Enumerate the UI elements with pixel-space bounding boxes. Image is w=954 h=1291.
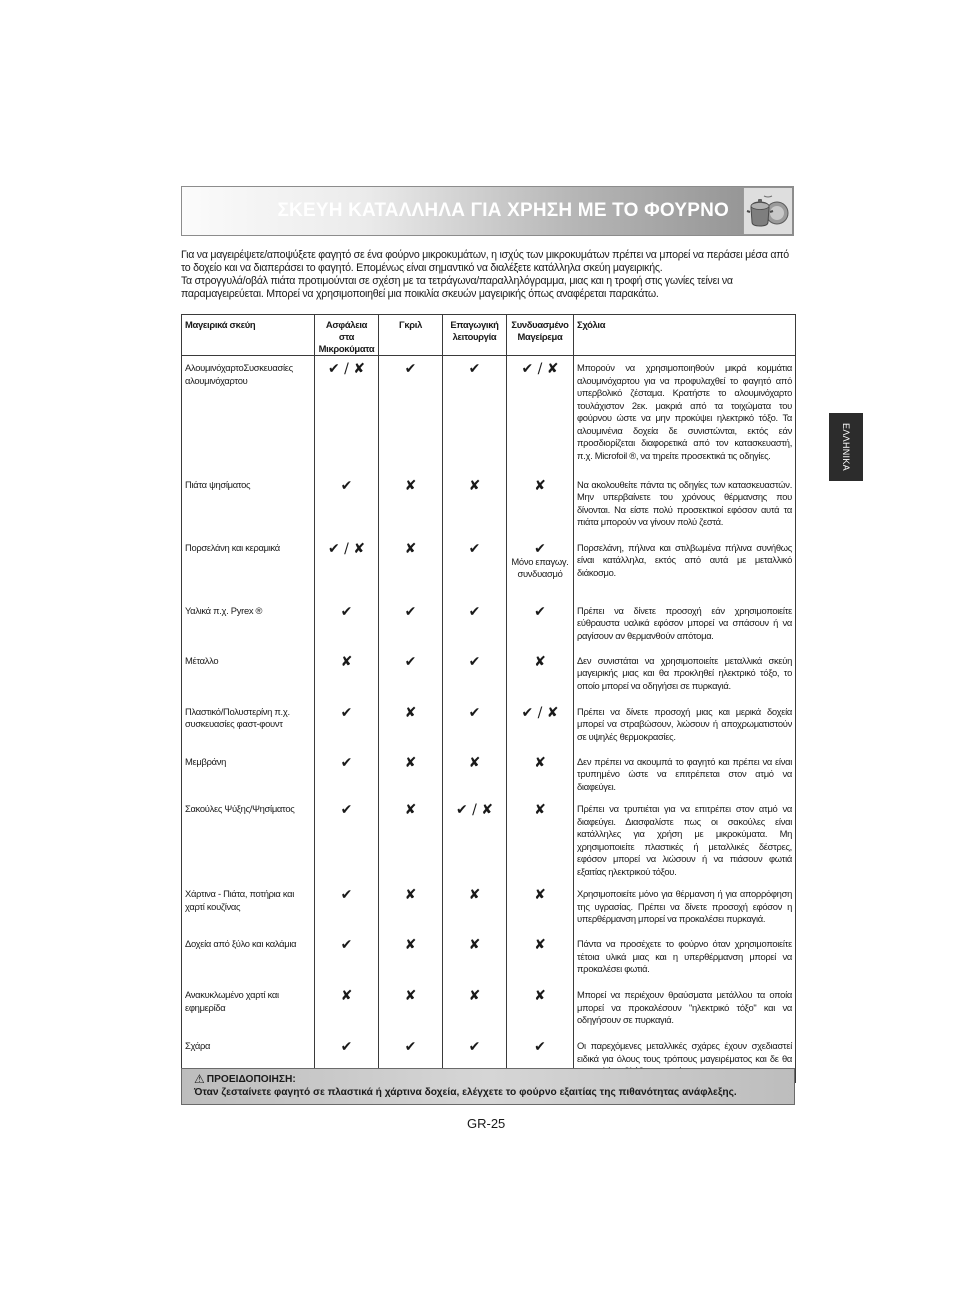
combination-mark-symbol: ✔ [534,603,546,620]
microwave-mark: ✔ [315,797,379,882]
intro-paragraph-2: Τα στρογγυλά/οβάλ πιάτα προτιμούνται σε σχέση με τα τετράγωνα/παραλληλόγραμμα, μιας και η τροφή στις γωνίες τείνει να παραμαγειρεύεται. Μπορεί να χρησιμοποιηθεί μια ποικιλία σκευών μαγειρικής όπως αναφέρεται παρακάτω. [181,275,733,300]
cookware-name: Μέταλλο [182,649,315,700]
cookware-note: Δεν πρέπει να ακουμπά το φαγητό και πρέπει να είναι τρυπημένο ώστε να επιτρέπεται στον ατμό να διαφεύγει. [574,750,796,798]
combination-mark-symbol: ✘ [534,802,546,818]
cookware-note: Οι παρεχόμενες μεταλλικές σχάρες έχουν σχεδιαστεί ειδικά για όλους τους τρόπους μαγειρέματος και δε θα [574,1034,796,1082]
combination-mark-symbol: ✔ / ✘ [521,704,559,721]
cookware-name: Πλαστικό/Πολυστερίνη π.χ. συσκευασίες φαστ-φουντ [182,700,315,750]
convection-mark: ✔ [443,700,507,750]
page-number: GR-25 [467,1116,506,1131]
header-combination: Συνδυασμένο Μαγείρεμα [507,315,574,356]
cookware-name: ΑλουμινόχαρτοΣυσκευασίες αλουμινόχαρτου [182,356,315,473]
microwave-mark: ✔ / ✘ [315,536,379,599]
header-microwave-safety: Ασφάλεια στα Μικροκύματα [315,315,379,356]
cookware-pots-icon [743,188,792,234]
warning-text: Όταν ζεσταίνετε φαγητό σε πλαστικά ή χάρτινα δοχεία, ελέγχετε το φούρνο εξαιτίας της πιθανότητας ανάφλεξης. [194,1087,737,1098]
cookware-name: Δοχεία από ξύλο και καλάμια [182,932,315,983]
cookware-note: Πάντα να προσέχετε το φούρνο όταν χρησιμοποιείτε τέτοια υλικά μιας και η υπερθέρμανση μπορεί να προκαλέσει φωτιά. [574,932,796,983]
table-header-row [182,315,796,356]
cookware-name: Ανακυκλωμένο χαρτί και εφημερίδα [182,983,315,1034]
grill-mark: ✘ [379,473,443,536]
combination-mark-symbol: ✔ / ✘ [521,361,559,377]
grill-mark: ✘ [379,882,443,932]
table-row [182,797,796,882]
microwave-mark: ✔ [315,882,379,932]
convection-mark: ✘ [443,473,507,536]
warning-heading [194,1073,794,1086]
combination-mark-symbol: ✘ [534,937,546,953]
combination-mark [507,750,574,798]
microwave-mark: ✘ [315,983,379,1034]
grill-mark: ✔ [379,1034,443,1082]
convection-mark: ✘ [443,750,507,798]
microwave-mark: ✔ [315,750,379,798]
cookware-note: Πρέπει να δίνετε προσοχή εάν χρησιμοποιείτε εύθραυστα υαλικά εφόσον μπορεί να σπάσουν ή να ραγίσουν αν θερμανθούν απότομα. [574,599,796,649]
table-row [182,882,796,932]
cookware-name: Υαλικά π.χ. Pyrex ® [182,599,315,649]
language-tab-label: ΕΛΛΗΝΙΚΑ [841,423,851,471]
convection-mark: ✘ [443,932,507,983]
convection-mark: ✔ [443,1034,507,1082]
convection-mark: ✘ [443,882,507,932]
combination-mark-symbol: ✘ [534,477,546,494]
grill-mark: ✘ [379,983,443,1034]
combination-mark [507,649,574,700]
combination-mark [507,983,574,1034]
cookware-note: Πορσελάνη, πήλινα και στιλβωμένα πήλινα συνήθως είναι κατάλληλα, εκτός από αυτά με μεταλλικό διάκοσμο. [574,536,796,599]
cookware-table [181,314,796,1083]
table-row [182,649,796,700]
table-row [182,473,796,536]
table-row [182,932,796,983]
combination-mark [507,797,574,882]
section-title-bar [181,186,794,236]
combination-mark [507,882,574,932]
combination-mark-symbol: ✘ [534,754,546,771]
combination-mark-symbol: ✔ [534,540,546,557]
combination-mark-symbol: ✔ [534,1039,546,1055]
cookware-name: Πορσελάνη και κεραμικά [182,536,315,599]
grill-mark: ✔ [379,649,443,700]
combination-mark-symbol: ✘ [534,988,546,1004]
microwave-mark: ✔ / ✘ [315,356,379,473]
cookware-name: Σχάρα [182,1034,315,1082]
convection-mark: ✔ [443,649,507,700]
convection-mark: ✔ / ✘ [443,797,507,882]
combination-mark-symbol: ✘ [534,887,546,903]
intro-text [181,249,795,301]
combination-mark-symbol: ✘ [534,653,546,670]
cookware-note: Χρησιμοποιείτε μόνο για θέρμανση ή για απορρόφηση της υγρασίας. Πρέπει να δίνετε προσοχή εφόσον η υπερθέρμανση μπορεί να προκαλέσει πυρκαγιά. [574,882,796,932]
grill-mark: ✘ [379,750,443,798]
table-row [182,750,796,798]
combination-mark [507,536,574,599]
cookware-note: Μπορούν να χρησιμοποιηθούν μικρά κομμάτια αλουμινόχαρτου για να προφυλαχθεί το φαγητό από υπερβολικό ζέσταμα. Κρατήστε το αλουμινόχαρτο τουλάχιστον 2εκ. μακριά από τα τοιχώματα του φούρνου ώστε να μην προκύψει ηλεκτρικό τόξο. Τα αλουμινένια δοχεία δε συνιστώνται, εκτός εάν προσδιορίζεται διαφορετικά από τον κατασκευαστή, π.χ. Microfoil ®, να τηρείτε προσεκτικά τις οδηγίες. [574,356,796,473]
table-row [182,599,796,649]
grill-mark: ✘ [379,797,443,882]
table-row [182,983,796,1034]
table-row [182,536,796,599]
header-grill: Γκριλ [379,315,443,356]
grill-mark: ✘ [379,700,443,750]
cookware-name: Πιάτα ψησίματος [182,473,315,536]
header-cookware: Μαγειρικά σκεύη [182,315,315,356]
combination-mark-note: Μόνο επαγωγ. συνδυασμό [511,555,569,579]
warning-triangle-icon: ⚠ [194,1072,205,1086]
intro-paragraph-1: Για να μαγειρέψετε/αποψύξετε φαγητό σε ένα φούρνο μικροκυμάτων, η ισχύς των μικροκυμάτων πρέπει να μπορεί να περάσει μέσα από το δοχείο και να διαπεράσει το φαγητό. Επομένως είναι σημαντικό να διαλέξετε κατάλληλα σκεύη μαγειρικής. [181,249,789,274]
convection-mark: ✔ [443,599,507,649]
cookware-note: Μπορεί να περιέχουν θραύσματα μετάλλου τα οποία μπορεί να προκαλέσουν "ηλεκτρικό τόξο" και να οδηγήσουν σε πυρκαγιά. [574,983,796,1034]
combination-mark [507,473,574,536]
combination-mark [507,356,574,473]
table-row [182,356,796,473]
section-title: ΣΚΕΥΗ ΚΑΤΑΛΛΗΛΑ ΓΙΑ ΧΡΗΣΗ ΜΕ ΤΟ ΦΟΥΡΝΟ [277,200,729,221]
cookware-note: Πρέπει να τρυπιέται για να επιτρέπει στον ατμό να διαφεύγει. Διασφαλίστε πως οι σακούλες είναι κατάλληλες για χρήση με μικροκύματα. Μη χρησιμοποιείτε πλαστικές ή μεταλλικές δέστρες, εφόσον μπορεί να λιώσουν ή να πιάσουν φωτιά εξαιτίας ηλεκτρικού τόξου. [574,797,796,882]
warning-title: ΠΡΟΕΙΔΟΠΟΙΗΣΗ: [206,1074,296,1085]
cookware-note: Δεν συνιστάται να χρησιμοποιείτε μεταλλικά σκεύη μαγειρικής μιας και θα προκληθεί ηλεκτρικό τόξο, το οποίο μπορεί να οδηγήσει σε πυρκαγιά. [574,649,796,700]
grill-mark: ✔ [379,599,443,649]
table-row [182,700,796,750]
microwave-mark: ✔ [315,599,379,649]
grill-mark: ✘ [379,932,443,983]
microwave-mark: ✘ [315,649,379,700]
cookware-note: Να ακολουθείτε πάντα τις οδηγίες των κατασκευαστών. Μην υπερβαίνετε του χρόνους θέρμανσης που δίνονται. Να είστε πολύ προσεκτικοί εφόσον αυτά τα πιάτα μπορούν να γίνουν πολύ ζεστά. [574,473,796,536]
convection-mark: ✘ [443,983,507,1034]
microwave-mark: ✔ [315,700,379,750]
grill-mark: ✔ [379,356,443,473]
header-notes: Σχόλια [574,315,796,356]
header-convection: Επαγωγική λειτουργία [443,315,507,356]
cookware-note: Πρέπει να δίνετε προσοχή μιας και μερικά δοχεία μπορεί να στραβώσουν, λιώσουν ή αποχρωματιστούν σε υψηλές θερμοκρασίες. [574,700,796,750]
cookware-name: Σακούλες Ψύξης/Ψησίματος [182,797,315,882]
warning-box [181,1068,795,1105]
convection-mark: ✔ [443,536,507,599]
convection-mark: ✔ [443,356,507,473]
microwave-mark: ✔ [315,473,379,536]
grill-mark: ✘ [379,536,443,599]
cookware-name: Χάρτινα - Πιάτα, ποτήρια και χαρτί κουζίνας [182,882,315,932]
language-tab [829,413,863,481]
microwave-mark: ✔ [315,1034,379,1082]
combination-mark [507,599,574,649]
microwave-mark: ✔ [315,932,379,983]
combination-mark [507,700,574,750]
combination-mark [507,932,574,983]
cookware-name: Μεμβράνη [182,750,315,798]
